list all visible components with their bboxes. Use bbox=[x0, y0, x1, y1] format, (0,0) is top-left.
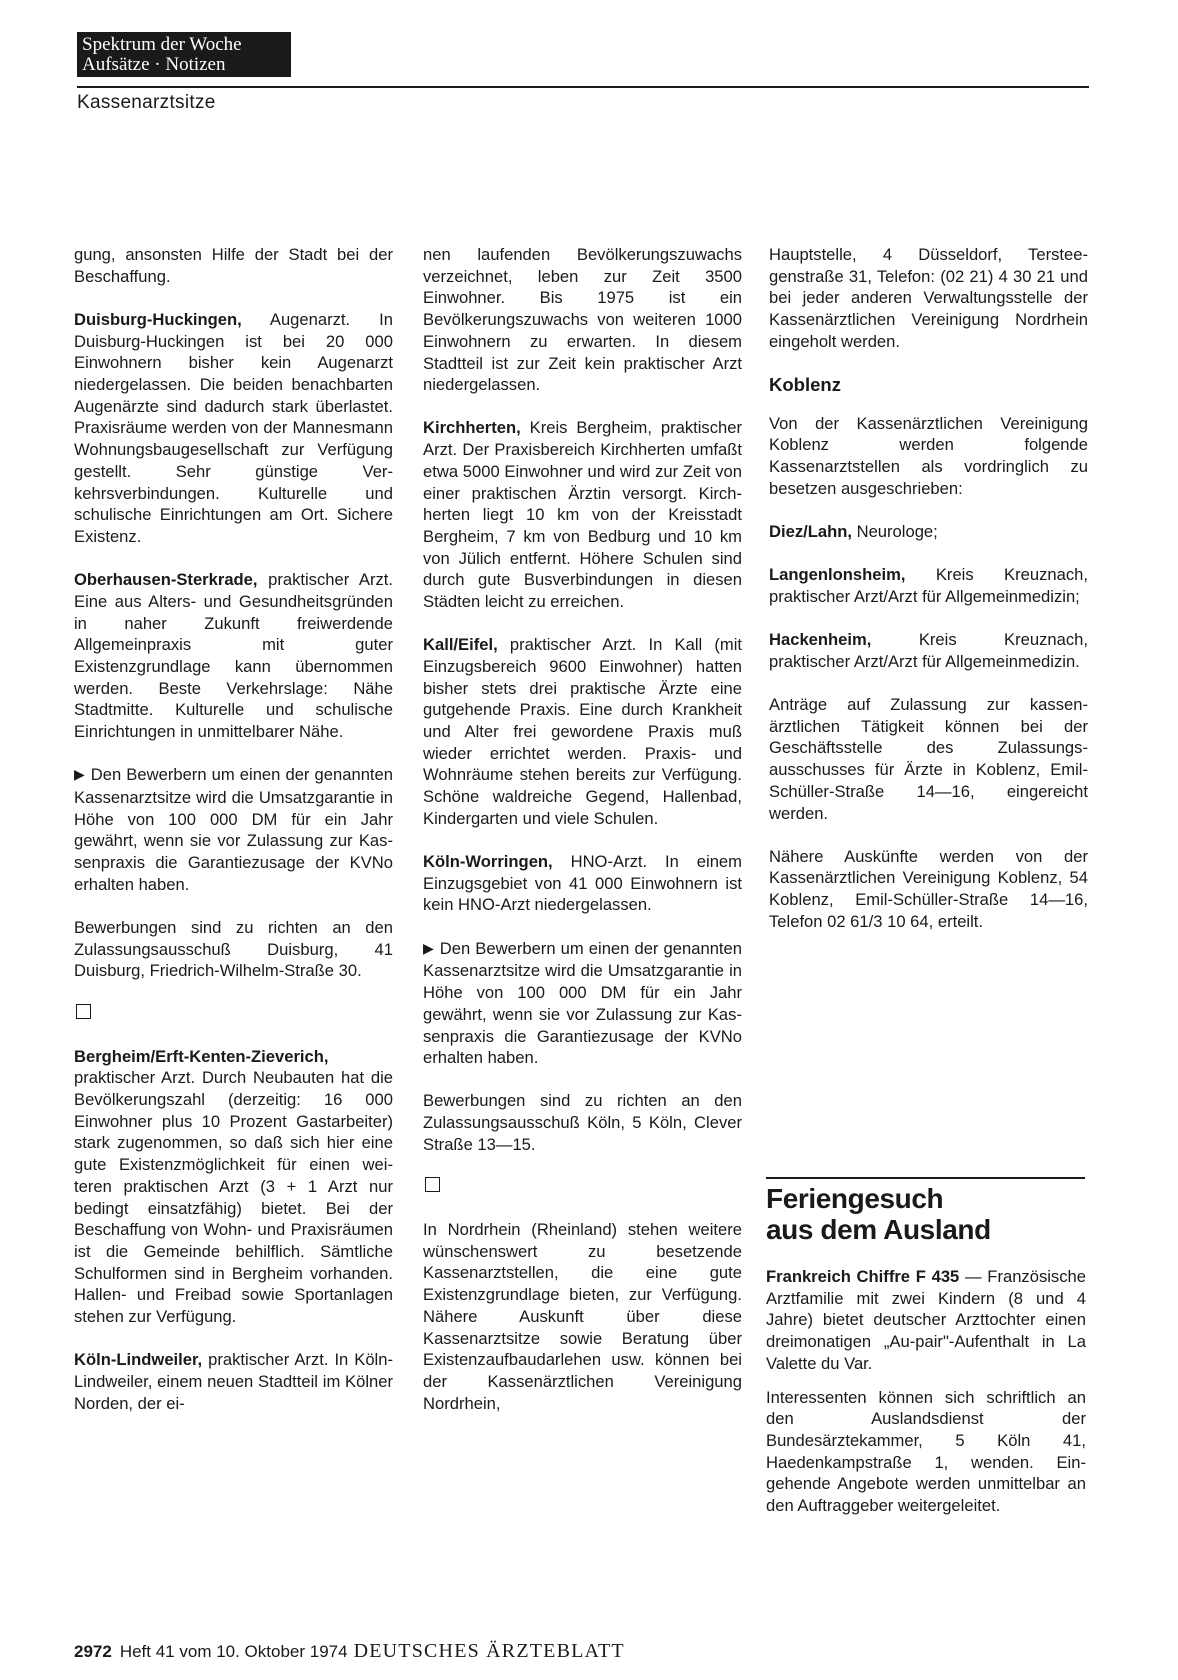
journal-name: DEUTSCHES ÄRZTEBLATT bbox=[353, 1640, 625, 1662]
listing-text: praktischer Arzt. In Köln-Lindweiler, einem neuen Stadtteil im Kölner Norden, der ei- bbox=[74, 1350, 393, 1413]
paragraph-text: Den Bewerbern um einen der genannten Kassenarztsitze wird die Umsatzgarantie in Höhe von 100 000 DM für ein Jahr gewährt, wenn sie vor Zulassung zur Kassenpraxis die Garantiezusage der KVNo erhalten haben. bbox=[74, 765, 393, 894]
listing-heading: Köln-Lindweiler, bbox=[74, 1350, 203, 1370]
paragraph bbox=[769, 694, 1088, 824]
paragraph-text: Von der Kassenärztlichen Vereinigung Koblenz werden folgende Kassenarztstellen als vordringlich zu besetzen ausgeschrieben: bbox=[769, 413, 1088, 498]
paragraph-text: Hauptstelle, 4 Düsseldorf, Tersteegenstraße 31, Telefon: (02 21) 4 30 21 und bei jeder anderen Verwaltungsstelle der Kassenärztlichen Vereinigung Nordrhein eingeholt werden. bbox=[769, 245, 1088, 351]
paragraph-text: Bewerbungen sind zu richten an den Zulassungsausschuß Köln, 5 Köln, Clever Straße 13—15. bbox=[423, 1091, 742, 1154]
listing-heading: Kall/Eifel, bbox=[423, 635, 498, 655]
listing-heading: Diez/Lahn, bbox=[769, 522, 852, 542]
feature-title bbox=[766, 1183, 1086, 1245]
paragraph-text: nen laufenden Bevölkerungszuwachs verzeichnet, leben zur Zeit 3500 Einwohner. Bis 1975 ist ein Bevölkerungszuwachs von weiteren 1000 Einwohnern zu erwarten. In diesem Stadtteil ist zur Zeit kein praktischer Arzt niedergelassen. bbox=[423, 245, 742, 395]
paragraph-text: Den Bewerbern um einen der genannten Kassenarztsitze wird die Umsatzgarantie in Höhe von 100 000 DM für ein Jahr gewährt, wenn sie vor Zulassung zur Kassenpraxis die Garantiezusage der KVNo erhalten haben. bbox=[423, 938, 742, 1068]
feature-title-line-1: Feriengesuch bbox=[766, 1183, 944, 1214]
listing-heading: Bergheim/Erft-Kenten-Zieverich, bbox=[74, 1046, 329, 1066]
listing-text: Kreis Kreuznach, praktischer Arzt/Arzt für Allgemeinmedizin. bbox=[769, 630, 1088, 671]
paragraph-text: Anträge auf Zulassung zur kassenärztlichen Tätigkeit können bei der Geschäftsstelle des Zulassungsausschusses für Ärzte in Koblenz, Emil-Schüller-Straße 14—16, eingereicht werden. bbox=[769, 695, 1088, 823]
feature-body bbox=[766, 1266, 1086, 1529]
listing-text: praktischer Arzt. Durch Neubauten hat die Bevölkerungszahl (derzeitig: 16 000 Einwohner plus 10 Prozent Gastarbeiter) stark zugenommen, so daß sich hier eine gute Existenzmöglichkeit für einen weiteren praktischen Arzt (3 + 1 Arzt nur bedingt einsatzfähig) bietet. Bei der Beschaffung von Wohn- und Praxisräumen ist die Gemeinde behilflich. Sämtliche Schulformen sind in Bergheim vorhanden. Hallen- und Freibad sowie Sportanlagen stehen zur Verfügung. bbox=[74, 1068, 393, 1327]
paragraph-text: Interessenten können sich schriftlich an den Auslandsdienst der Bundesärztekammer, 5 Köln 41, Haedenkampstraße 1, wenden. Eingehende Angebote werden unmittelbar an den Auftraggeber weitergeleitet. bbox=[766, 1387, 1086, 1516]
subheading-koblenz: Koblenz bbox=[769, 374, 841, 396]
listing-oberhausen-sterkrade bbox=[74, 569, 393, 743]
listing-kirchherten bbox=[423, 417, 742, 612]
paragraph bbox=[769, 846, 1088, 933]
section-title: Kassenarztsitze bbox=[77, 92, 216, 113]
triangle-bullet-icon: ▶ bbox=[423, 939, 434, 956]
listing-text: praktischer Arzt. Eine aus Alters- und Gesundheitsgründen in naher Zukunft freiwerdende Allgemeinpraxis mit guter Existenzgrundlage kann übernommen werden. Beste Verkehrslage: Nähe Stadtmitte. Kulturelle und schulische Einrichtungen in unmittelbarer Nähe. bbox=[74, 570, 393, 742]
application-address bbox=[74, 917, 393, 982]
listing-text: Augenarzt. In Duisburg-Huckingen ist bei 20 000 Einwohnern bisher kein Augenarzt niedergelassen. Die beiden benachbarten Augenärzte sind dadurch stark überlastet. Praxisräume werden von der Mannesmann Wohnungsbaugesellschaft zur Verfügung gestellt. Sehr günstige Verkehrsverbindungen. Kulturelle und schulische Einrichtungen am Ort. Sichere Existenz. bbox=[74, 309, 393, 546]
listing-heading: Oberhausen-Sterkrade, bbox=[74, 570, 258, 590]
column-1 bbox=[74, 244, 393, 1436]
issue-info: Heft 41 vom 10. Oktober 1974 bbox=[119, 1642, 348, 1661]
listing-frankreich bbox=[766, 1266, 1086, 1375]
badge-line-1: Spektrum der Woche bbox=[82, 34, 242, 55]
paragraph-text: In Nordrhein (Rheinland) stehen weitere wünschenswert zu besetzende Kassenarztstellen, die eine gute Existenzgrundlage bieten, zur Verfügung. Nähere Auskunft über diese Kassenarztsitze sowie Beratung über Existenzaufbaudarlehen usw. können bei der Kassenärztlichen Vereinigung Nordrhein, bbox=[423, 1220, 742, 1413]
listing-text: Kreis Bergheim, praktischer Arzt. Der Praxisbereich Kirchherten umfaßt etwa 5000 Einwohner und wird zur Zeit von einer praktischen Ärztin versorgt. Kirchherten liegt 10 km von der Kreisstadt Bergheim, 7 km von Bedburg und 10 km von Jülich entfernt. Höhere Schulen sind durch gute Busverbindungen in diesen Städten leicht zu erreichen. bbox=[423, 418, 742, 612]
badge-line-2: Aufsätze · Notizen bbox=[82, 54, 226, 75]
paragraph-text: Bewerbungen sind zu richten an den Zulassungsausschuß Duisburg, 41 Duisburg, Friedrich-Wilhelm-Straße 30. bbox=[74, 917, 393, 981]
paragraph bbox=[423, 1219, 742, 1414]
paragraph bbox=[769, 244, 1088, 353]
listing-heading: Köln-Worringen, bbox=[423, 852, 553, 872]
page-number: 2972 bbox=[74, 1642, 112, 1661]
paragraph bbox=[769, 413, 1088, 500]
feature-rule bbox=[766, 1177, 1085, 1179]
square-separator-icon bbox=[425, 1177, 440, 1192]
paragraph-text: Nähere Auskünfte werden von der Kassenärztlichen Vereinigung Koblenz, 54 Koblenz, Emil-Schüller-Straße 14—16, Telefon 02 61/3 10 64, erteilt. bbox=[769, 846, 1088, 931]
listing-text: HNO-Arzt. In einem Einzugsgebiet von 41 000 Einwohnern ist kein HNO-Arzt niedergelassen. bbox=[423, 852, 742, 915]
application-address bbox=[423, 1090, 742, 1155]
square-separator-icon bbox=[76, 1004, 91, 1019]
header-rule bbox=[77, 86, 1089, 88]
listing-heading: Frankreich Chiffre F 435 bbox=[766, 1267, 960, 1286]
paragraph bbox=[766, 1387, 1086, 1517]
paragraph-text: gung, ansonsten Hilfe der Stadt bei der Beschaffung. bbox=[74, 245, 393, 286]
feature-title-line-2: aus dem Ausland bbox=[766, 1214, 991, 1245]
listing-kall-eifel bbox=[423, 634, 742, 829]
column-2 bbox=[423, 244, 742, 1436]
listing-koeln-worringen bbox=[423, 851, 742, 916]
listing-heading: Hackenheim, bbox=[769, 630, 872, 650]
paragraph bbox=[423, 244, 742, 396]
listing-heading: Duisburg-Huckingen, bbox=[74, 309, 242, 329]
listing-text: praktischer Arzt. In Kall (mit Einzugsbereich 9600 Einwohner) hatten bisher stets drei praktische Ärzte eine gutgehende Praxis. Eine durch Krankheit und Alter frei gewordene Praxis muß wieder errichtet werden. Praxis- und Wohnräume stehen bereits zur Verfügung. Schöne waldreiche Gegend, Hallenbad, Kindergarten und viele Schulen. bbox=[423, 635, 742, 828]
listing-text: Neurologe; bbox=[851, 522, 938, 542]
listing-text: Kreis Kreuznach, praktischer Arzt/Arzt für Allgemeinmedizin; bbox=[769, 565, 1088, 606]
paragraph bbox=[74, 244, 393, 287]
listing-heading: Kirchherten, bbox=[423, 418, 521, 438]
listing-bergheim bbox=[74, 1046, 393, 1328]
guarantee-note bbox=[423, 938, 742, 1069]
column-3 bbox=[769, 244, 1088, 954]
listing-heading: Langenlonsheim, bbox=[769, 565, 906, 585]
listing-duisburg-huckingen bbox=[74, 309, 393, 548]
listing-langenlonsheim bbox=[769, 564, 1088, 607]
page-footer bbox=[74, 1640, 625, 1663]
listing-hackenheim bbox=[769, 629, 1088, 672]
section-badge bbox=[77, 32, 291, 77]
triangle-bullet-icon: ▶ bbox=[74, 766, 85, 783]
guarantee-note bbox=[74, 764, 393, 895]
listing-koeln-lindweiler bbox=[74, 1349, 393, 1414]
listing-text: — Französische Arztfamilie mit zwei Kindern (8 und 4 Jahre) bietet deutscher Arzttochter einen dreimonatigen „Au-pair"-Aufenthalt in La Valette du Var. bbox=[766, 1267, 1086, 1373]
listing-diez-lahn bbox=[769, 521, 1088, 543]
